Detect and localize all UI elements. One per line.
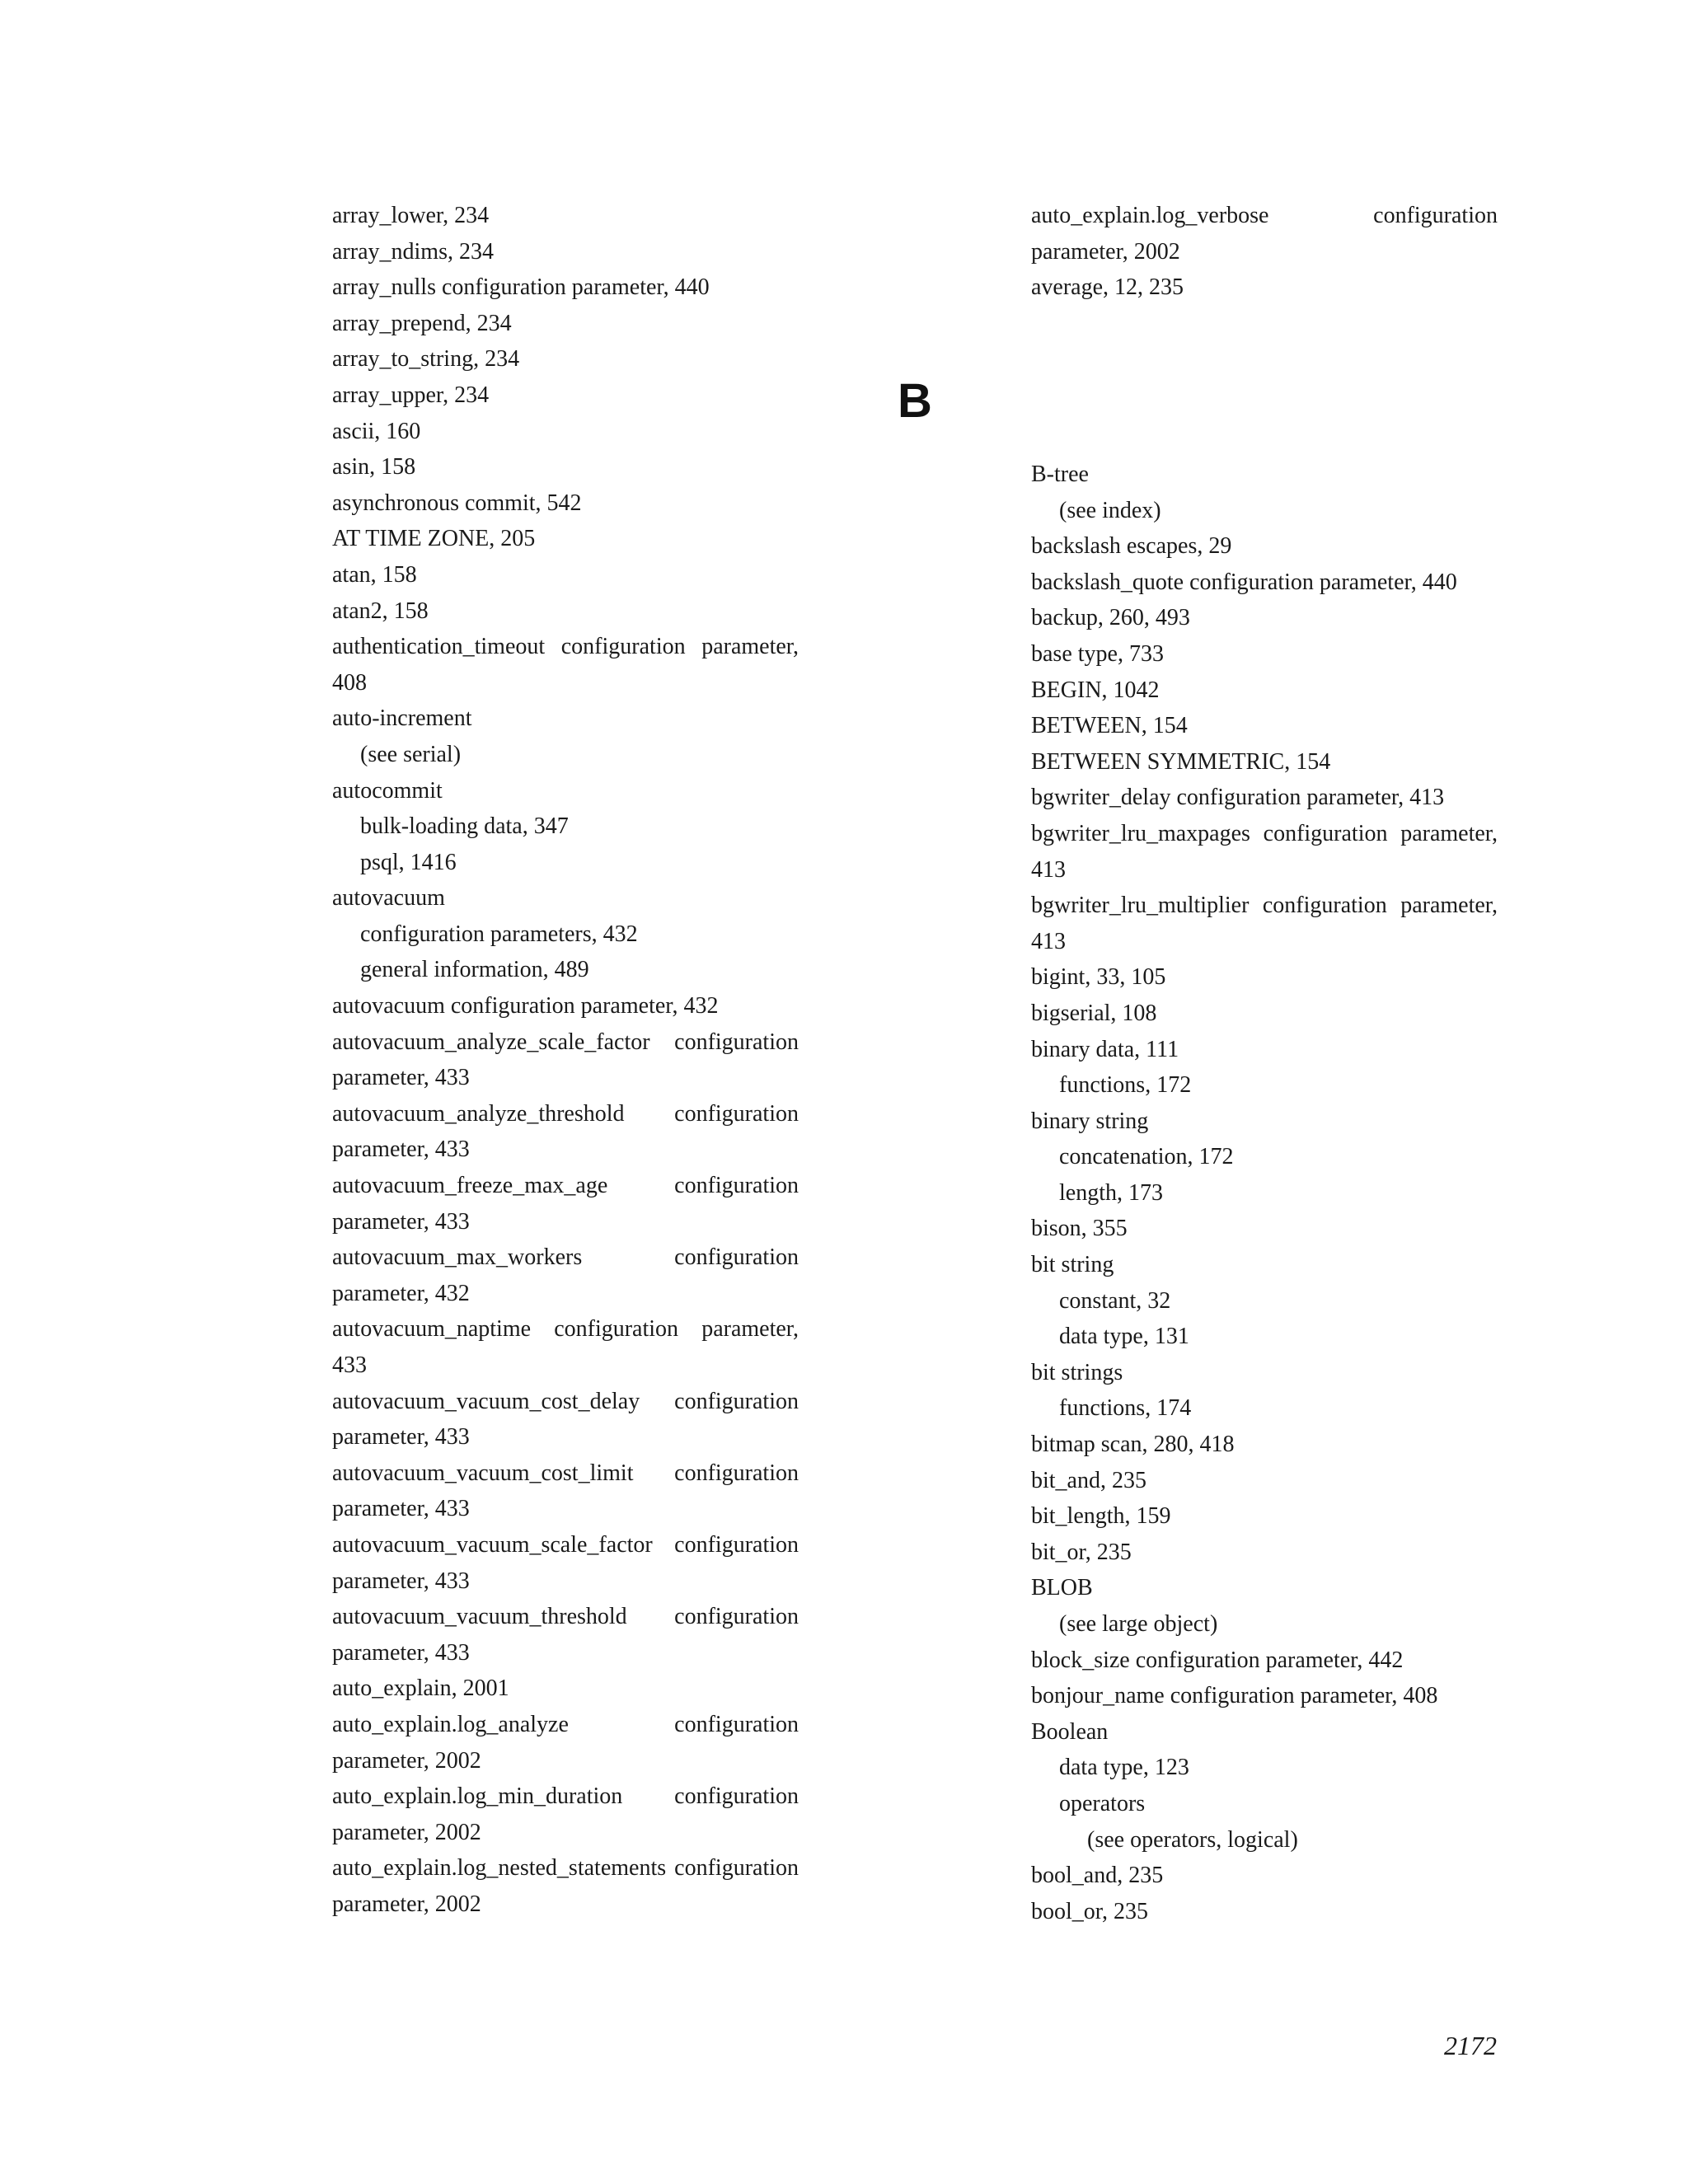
index-entry: backup, 260, 493 xyxy=(1031,605,1190,631)
index-entry: array_lower, 234 xyxy=(332,203,490,228)
index-entry: array_to_string, 234 xyxy=(332,346,520,373)
index-entry: ascii, 160 xyxy=(332,418,421,444)
index-subentry: (see large object) xyxy=(1059,1611,1218,1637)
index-entry: autovacuum_naptime configuration parameter, 433 xyxy=(332,1316,799,1378)
index-entry: bgwriter_lru_multiplier configuration parameter, 413 xyxy=(1031,893,1498,954)
index-entry: auto_explain.log_verbose configuration parameter, 2002 xyxy=(1031,203,1498,265)
index-entry: block_size configuration parameter, 442 xyxy=(1031,1647,1404,1673)
index-entry: atan2, 158 xyxy=(332,598,429,624)
index-entry: array_nulls configuration parameter, 440 xyxy=(332,274,710,301)
index-entry: B-tree xyxy=(1031,462,1089,487)
index-entry: bit strings xyxy=(1031,1359,1123,1385)
index-entry: BEGIN, 1042 xyxy=(1031,677,1160,703)
index-entry: auto-increment xyxy=(332,705,472,732)
index-entry: autovacuum_analyze_threshold configuration parameter, 433 xyxy=(332,1100,799,1163)
index-entry: BLOB xyxy=(1031,1575,1093,1601)
index-entry: array_prepend, 234 xyxy=(332,310,512,336)
index-entry: autovacuum xyxy=(332,885,445,912)
index-entry: BETWEEN, 154 xyxy=(1031,713,1188,739)
index-entry: auto_explain.log_nested_statements configuration parameter, 2002 xyxy=(332,1855,799,1917)
index-entry: backslash_quote configuration parameter, 440 xyxy=(1031,569,1457,595)
index-column-right xyxy=(1031,457,1498,1929)
index-entry: bool_and, 235 xyxy=(1031,1863,1164,1889)
index-subentry: functions, 174 xyxy=(1059,1395,1192,1422)
index-entry: BETWEEN SYMMETRIC, 154 xyxy=(1031,748,1331,775)
index-column-left xyxy=(332,198,799,1923)
index-entry: autovacuum_vacuum_cost_delay configuration parameter, 433 xyxy=(332,1388,799,1451)
index-entry: bit_or, 235 xyxy=(1031,1539,1132,1565)
index-entry: bonjour_name configuration parameter, 408 xyxy=(1031,1683,1438,1709)
index-entry: autovacuum_freeze_max_age configuration parameter, 433 xyxy=(332,1173,799,1235)
index-entry: array_ndims, 234 xyxy=(332,238,494,265)
index-entry: autovacuum_max_workers configuration parameter, 432 xyxy=(332,1244,799,1306)
index-entry: authentication_timeout configuration parameter, 408 xyxy=(332,634,799,696)
index-subentry: data type, 123 xyxy=(1059,1755,1189,1781)
index-entry: auto_explain.log_min_duration configuration parameter, 2002 xyxy=(332,1783,799,1845)
index-entry: bool_or, 235 xyxy=(1031,1898,1148,1924)
page-number: 2172 xyxy=(1444,2031,1497,2060)
index-entry: Boolean xyxy=(1031,1718,1109,1745)
index-entry: bit_length, 159 xyxy=(1031,1503,1171,1530)
index-entry: binary string xyxy=(1031,1108,1149,1134)
index-entry: bit string xyxy=(1031,1252,1114,1278)
index-entry: autovacuum_vacuum_cost_limit configuration parameter, 433 xyxy=(332,1460,799,1522)
index-entry: base type, 733 xyxy=(1031,640,1164,667)
index-entry: autovacuum configuration parameter, 432 xyxy=(332,993,719,1019)
index-subentry: functions, 172 xyxy=(1059,1072,1192,1099)
section-letter-heading: B xyxy=(898,374,932,428)
index-entry: bitmap scan, 280, 418 xyxy=(1031,1432,1235,1458)
index-entry: auto_explain.log_analyze configuration parameter, 2002 xyxy=(332,1711,799,1774)
index-entry: bigserial, 108 xyxy=(1031,1000,1157,1026)
index-entry: AT TIME ZONE, 205 xyxy=(332,526,536,552)
index-entry: backslash escapes, 29 xyxy=(1031,533,1232,560)
index-entry: bison, 355 xyxy=(1031,1216,1128,1242)
index-subentry: general information, 489 xyxy=(360,957,589,983)
index-subentry: bulk-loading data, 347 xyxy=(360,813,569,840)
index-entry: atan, 158 xyxy=(332,561,417,588)
index-subentry: constant, 32 xyxy=(1059,1287,1171,1314)
index-subentry: data type, 131 xyxy=(1059,1324,1189,1350)
index-entry: autovacuum_analyze_scale_factor configuration parameter, 433 xyxy=(332,1029,799,1091)
index-subentry: operators xyxy=(1059,1790,1146,1816)
index-entry: bgwriter_delay configuration parameter, 413 xyxy=(1031,785,1445,811)
index-entry: binary data, 111 xyxy=(1031,1036,1179,1062)
index-entry: asin, 158 xyxy=(332,454,416,480)
index-subentry: (see index) xyxy=(1059,497,1161,523)
index-subentry: psql, 1416 xyxy=(360,849,457,875)
index-entry: autocommit xyxy=(332,777,443,804)
index-entry: average, 12, 235 xyxy=(1031,274,1184,301)
index-subentry: concatenation, 172 xyxy=(1059,1144,1234,1170)
index-entry: bigint, 33, 105 xyxy=(1031,964,1166,991)
index-subentry: configuration parameters, 432 xyxy=(360,921,638,947)
index-entry: autovacuum_vacuum_scale_factor configuration parameter, 433 xyxy=(332,1531,799,1594)
index-entry: array_upper, 234 xyxy=(332,382,490,408)
index-entry: bgwriter_lru_maxpages configuration parameter, 413 xyxy=(1031,820,1498,883)
index-subentry: (see operators, logical) xyxy=(1087,1826,1298,1853)
index-subentry: (see serial) xyxy=(360,741,462,767)
index-subentry: length, 173 xyxy=(1059,1179,1163,1206)
index-entry: autovacuum_vacuum_threshold configuration parameter, 433 xyxy=(332,1604,799,1666)
index-entry: asynchronous commit, 542 xyxy=(332,490,582,516)
index-column-right-top xyxy=(1031,198,1498,306)
index-entry: bit_and, 235 xyxy=(1031,1467,1146,1493)
index-entry: auto_explain, 2001 xyxy=(332,1675,509,1702)
